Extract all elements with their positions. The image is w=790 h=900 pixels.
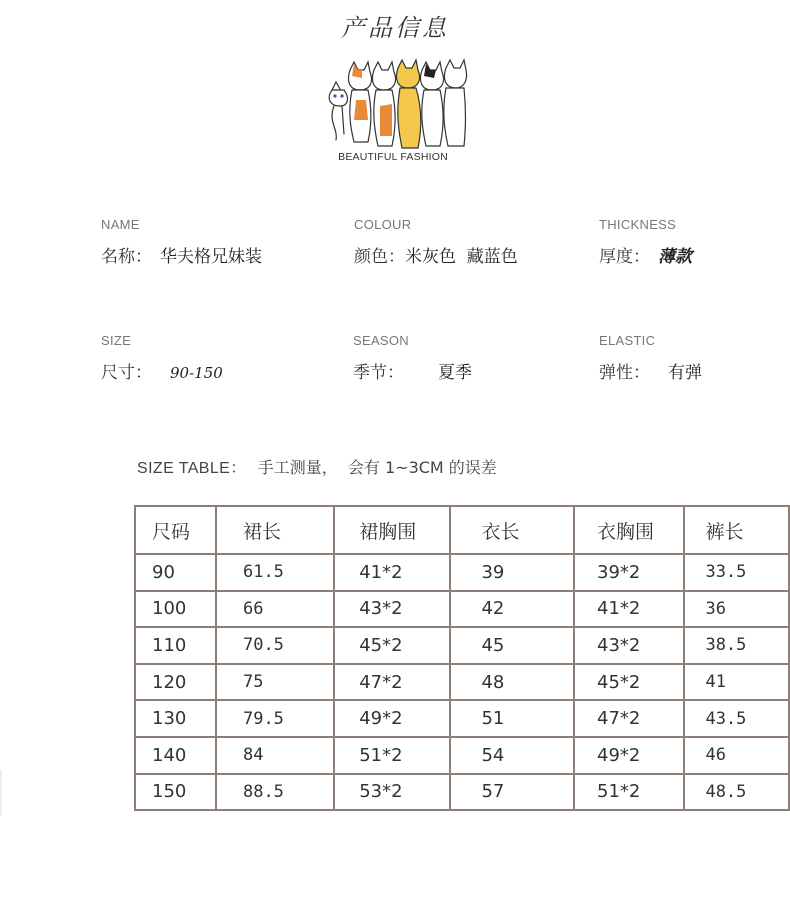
- table-cell: 45*2: [334, 627, 450, 664]
- table-cell: 70.5: [216, 627, 334, 664]
- table-cell: 46: [684, 737, 789, 774]
- size-value: 90-150: [170, 364, 223, 382]
- table-cell: 39*2: [574, 554, 684, 591]
- table-cell: 41*2: [334, 554, 450, 591]
- table-cell: 84: [216, 737, 334, 774]
- table-row: [135, 554, 789, 591]
- table-cell: 36: [684, 591, 789, 628]
- season-label: 季节：: [353, 363, 404, 383]
- name-label: 名称：: [101, 247, 152, 267]
- table-cell: 79.5: [216, 700, 334, 737]
- table-cell: 49*2: [574, 737, 684, 774]
- table-cell: 90: [135, 554, 216, 591]
- table-cell: 51: [450, 700, 574, 737]
- thickness-label-en: THICKNESS: [599, 217, 677, 232]
- attr-season: [353, 333, 472, 383]
- attr-name: [101, 217, 262, 267]
- name-label-en: NAME: [101, 217, 140, 232]
- page-title: 产品信息: [341, 14, 449, 42]
- table-cell: 140: [135, 737, 216, 774]
- table-cell: 45*2: [574, 664, 684, 701]
- table-cell: 51*2: [574, 774, 684, 811]
- colour-value: 米灰色 藏蓝色: [405, 247, 518, 267]
- table-cell: 110: [135, 627, 216, 664]
- table-cell: 51*2: [334, 737, 450, 774]
- col-header-pants-length: 裤长: [684, 506, 789, 554]
- table-row: [135, 591, 789, 628]
- table-cell: 48.5: [684, 774, 789, 811]
- size-table-note: [137, 455, 497, 478]
- table-row: [135, 627, 789, 664]
- table-cell: 48: [450, 664, 574, 701]
- table-row: [135, 737, 789, 774]
- season-label-en: SEASON: [353, 333, 409, 348]
- size-label-en: SIZE: [101, 333, 132, 348]
- col-header-skirt-bust: 裙胸围: [334, 506, 450, 554]
- table-cell: 43*2: [574, 627, 684, 664]
- logo-text: BEAUTIFUL FASHION: [338, 151, 448, 163]
- table-cell: 54: [450, 737, 574, 774]
- thickness-label: 厚度：: [599, 247, 650, 267]
- table-row: [135, 700, 789, 737]
- table-cell: 43*2: [334, 591, 450, 628]
- table-cell: 41: [684, 664, 789, 701]
- table-row: [135, 664, 789, 701]
- table-cell: 100: [135, 591, 216, 628]
- table-cell: 120: [135, 664, 216, 701]
- table-cell: 38.5: [684, 627, 789, 664]
- attr-elastic: [599, 333, 702, 383]
- table-cell: 75: [216, 664, 334, 701]
- table-cell: 57: [450, 774, 574, 811]
- size-label: 尺寸：: [101, 363, 152, 383]
- table-cell: 42: [450, 591, 574, 628]
- table-cell: 88.5: [216, 774, 334, 811]
- table-cell: 47*2: [334, 664, 450, 701]
- table-cell: 53*2: [334, 774, 450, 811]
- col-header-skirt-length: 裙长: [216, 506, 334, 554]
- colour-label: 颜色：: [354, 247, 405, 267]
- size-table: [134, 505, 790, 811]
- thickness-value: 薄款: [658, 247, 692, 267]
- table-cell: 45: [450, 627, 574, 664]
- table-cell: 150: [135, 774, 216, 811]
- attr-size: [101, 333, 223, 383]
- size-table-label: SIZE TABLE：: [137, 460, 247, 477]
- size-table-header-row: [135, 506, 789, 554]
- name-value: 华夫格兄妹装: [160, 247, 262, 267]
- table-cell: 33.5: [684, 554, 789, 591]
- elastic-label-en: ELASTIC: [599, 333, 656, 348]
- table-cell: 49*2: [334, 700, 450, 737]
- elastic-value: 有弹: [668, 363, 702, 383]
- table-cell: 43.5: [684, 700, 789, 737]
- col-header-top-length: 衣长: [450, 506, 574, 554]
- table-cell: 41*2: [574, 591, 684, 628]
- table-row: [135, 774, 789, 811]
- elastic-label: 弹性：: [599, 363, 650, 383]
- table-cell: 47*2: [574, 700, 684, 737]
- colour-label-en: COLOUR: [354, 217, 412, 232]
- col-header-size: 尺码: [135, 506, 216, 554]
- edge-mark: [0, 770, 2, 816]
- size-table-remark: 手工测量， 会有 1~3CM 的误差: [257, 458, 497, 477]
- table-cell: 130: [135, 700, 216, 737]
- table-cell: 39: [450, 554, 574, 591]
- attr-thickness: [599, 217, 692, 267]
- attr-colour: [354, 217, 518, 267]
- season-value: 夏季: [438, 363, 472, 383]
- table-cell: 61.5: [216, 554, 334, 591]
- table-cell: 66: [216, 591, 334, 628]
- col-header-top-bust: 衣胸围: [574, 506, 684, 554]
